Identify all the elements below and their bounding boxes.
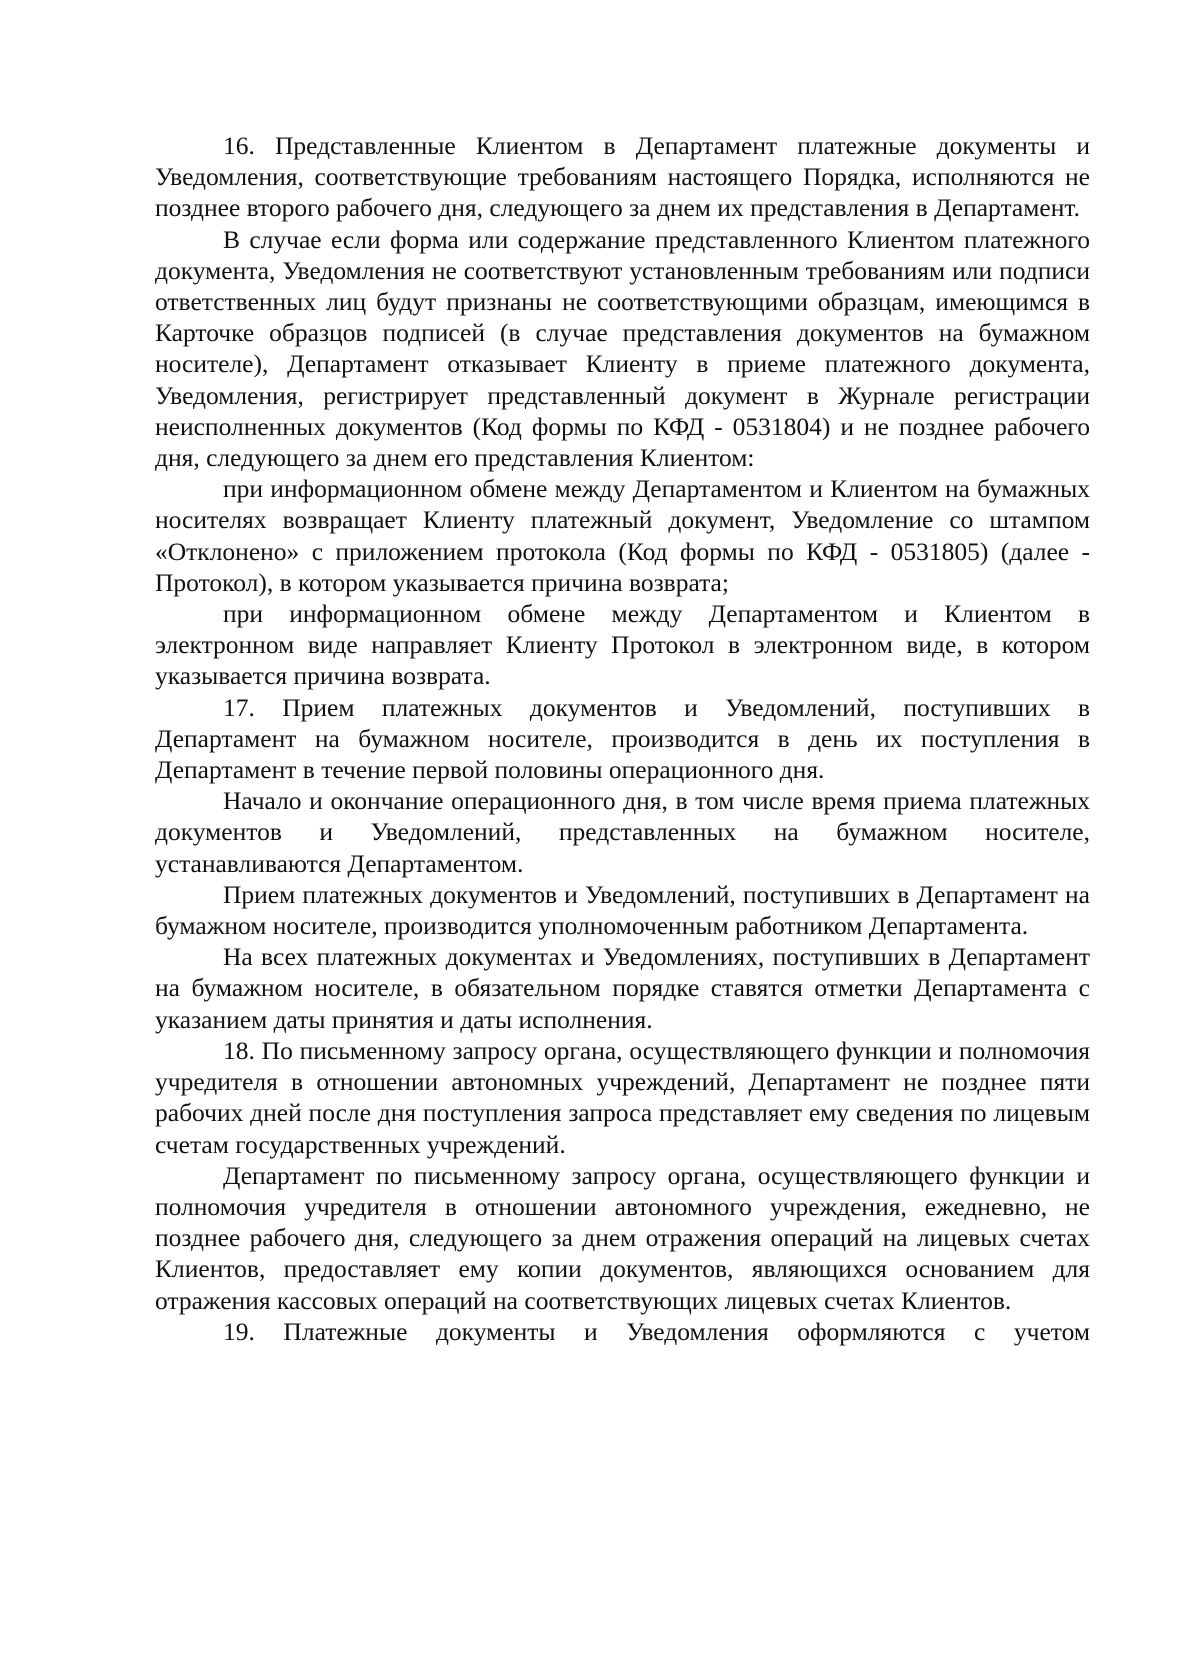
paragraph-operational-day: Начало и окончание операционного дня, в том числе время приема платежных документов и Уведомлений, представленных на бумажном носителе, устанавливаются Департаментом. — [155, 786, 1090, 878]
paragraph-17: 17. Прием платежных документов и Уведомлений, поступивших в Департамент на бумажном носителе, производится в день их поступления в Департамент в течение первой половины операционного дня. — [155, 692, 1090, 785]
document-body — [155, 130, 1090, 1347]
paragraph-authorized-employee: Прием платежных документов и Уведомлений, поступивших в Департамент на бумажном носителе, производится уполномоченным работником Департамента. — [155, 879, 1090, 941]
paragraph-daily-copies: Департамент по письменному запросу органа, осуществляющего функции и полномочия учредителя в отношении автономного учреждения, ежедневно, не позднее рабочего дня, следующего за днем отражения операций на лицевых счетах Клиентов, предоставляет ему копии документов, являющихся основанием для отражения кассовых операций на соответствующих лицевых счетах Клиентов. — [155, 1160, 1090, 1315]
paragraph-department-marks: На всех платежных документах и Уведомлениях, поступивших в Департамент на бумажном носителе, в обязательном порядке ставятся отметки Департамента с указанием даты принятия и даты исполнения. — [155, 942, 1090, 1034]
paragraph-rejection-case: В случае если форма или содержание представленного Клиентом платежного документа, Уведомления не соответствуют установленным требованиям или подписи ответственных лиц будут признаны не соответствующими образцам, имеющимся в Карточке образцов подписей (в случае представления документов на бумажном носителе), Департамент отказывает Клиенту в приеме платежного документа, Уведомления, регистрирует представленный документ в Журнале регистрации неисполненных документов (Код формы по КФД - 0531804) и не позднее рабочего дня, следующего за днем его представления Клиентом: — [155, 224, 1090, 473]
paragraph-16: 16. Представленные Клиентом в Департамент платежные документы и Уведомления, соответствующие требованиям настоящего Порядка, исполняются не позднее второго рабочего дня, следующего за днем их представления в Департамент. — [155, 131, 1090, 223]
paragraph-electronic-exchange: при информационном обмене между Департаментом и Клиентом в электронном виде направляет Клиенту Протокол в электронном виде, в котором указывается причина возврата. — [155, 599, 1090, 691]
paragraph-19: 19. Платежные документы и Уведомления оформляются с учетом — [223, 1316, 1090, 1346]
paragraph-18: 18. По письменному запросу органа, осуществляющего функции и полномочия учредителя в отношении автономных учреждений, Департамент не позднее пяти рабочих дней после дня поступления запроса представляет ему сведения по лицевым счетам государственных учреждений. — [155, 1035, 1090, 1159]
paragraph-paper-exchange: при информационном обмене между Департаментом и Клиентом на бумажных носителях возвращает Клиенту платежный документ, Уведомление со штампом «Отклонено» с приложением протокола (Код формы по КФД - 0531805) (далее - Протокол), в котором указывается причина возврата; — [155, 474, 1090, 597]
